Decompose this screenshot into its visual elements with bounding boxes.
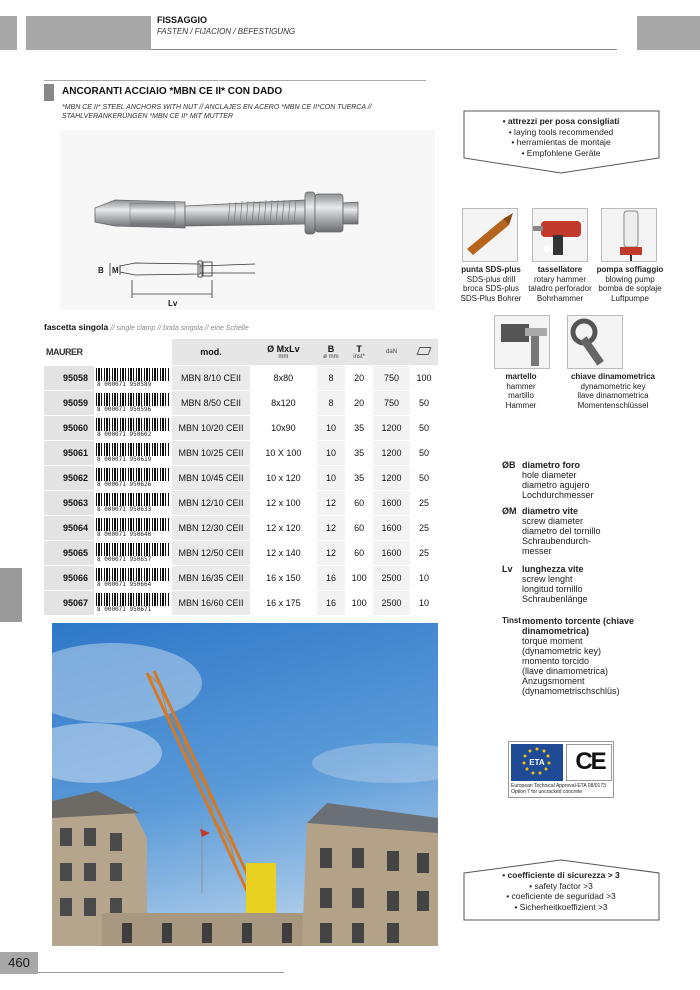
cell-model: MBN 16/60 CEII <box>172 590 250 615</box>
legend-torque: Tinst momento torcente (chiave dinamometrica) torque moment (dynamometric key) momento torcido (llave dinamometrica) Anzugsmoment (dynamometrischschlüs) <box>502 616 635 696</box>
cell-size: 10 x 120 <box>250 465 317 490</box>
cell-model: MBN 10/25 CEII <box>172 440 250 465</box>
header-divider <box>151 49 617 50</box>
cell-load: 750 <box>373 390 410 415</box>
barcode-image <box>96 518 170 531</box>
header-subtitle: FASTEN / FIJACION / BEFESTIGUNG <box>157 27 296 36</box>
legend-hole-diameter: ØB diametro foro hole diameter diametro agujero Lochdurchmesser <box>502 460 594 500</box>
anchor-bolt-illustration <box>60 130 435 310</box>
cell-code: 95066 <box>44 565 94 590</box>
cell-size: 10 X 100 <box>250 440 317 465</box>
construction-photo <box>52 623 438 946</box>
cell-t: 100 <box>345 565 373 590</box>
table-row <box>44 465 438 490</box>
cell-size: 16 x 150 <box>250 565 317 590</box>
cell-load: 1200 <box>373 440 410 465</box>
cell-b: 10 <box>317 440 345 465</box>
table-header-row <box>44 339 438 365</box>
cell-pack: 50 <box>410 440 438 465</box>
certification-text: European Technical Approval-ETA 08/0173 Option 7 for uncracked concrete <box>511 783 606 795</box>
cell-size: 12 x 140 <box>250 540 317 565</box>
cell-pack: 25 <box>410 540 438 565</box>
header-title: FISSAGGIO <box>157 15 208 25</box>
cell-t: 20 <box>345 365 373 390</box>
cell-load: 1600 <box>373 540 410 565</box>
diagram-label-lv: Lv <box>168 299 178 308</box>
cell-barcode <box>94 565 172 590</box>
legend-screw-length: Lv lunghezza vite screw lenght longitud tornillo Schraubenlänge <box>502 564 588 604</box>
cell-b: 12 <box>317 515 345 540</box>
cell-code: 95061 <box>44 440 94 465</box>
barcode-image <box>96 368 170 381</box>
cell-size: 10x90 <box>250 415 317 440</box>
cell-code: 95059 <box>44 390 94 415</box>
cell-barcode <box>94 440 172 465</box>
cell-pack: 100 <box>410 365 438 390</box>
cell-model: MBN 12/10 CEII <box>172 490 250 515</box>
cell-load: 750 <box>373 365 410 390</box>
barcode-header <box>94 339 172 365</box>
cell-load: 1600 <box>373 490 410 515</box>
header-tab-left <box>0 16 17 50</box>
cell-code: 95067 <box>44 590 94 615</box>
cell-b: 10 <box>317 415 345 440</box>
barcode-number: 8 000071 950671 <box>97 605 152 613</box>
torque-wrench-image <box>567 315 623 369</box>
header-tab-middle <box>26 16 151 50</box>
cell-t: 60 <box>345 540 373 565</box>
hammer-image <box>494 315 550 369</box>
barcode-number: 8 000071 950626 <box>97 480 152 488</box>
footer-divider <box>38 972 284 973</box>
drill-bit-image <box>462 208 518 262</box>
cell-barcode <box>94 590 172 615</box>
diagram-label-m: M <box>112 266 119 275</box>
barcode-number: 8 000071 950589 <box>97 380 152 388</box>
cell-b: 8 <box>317 365 345 390</box>
cell-pack: 10 <box>410 590 438 615</box>
cell-t: 60 <box>345 515 373 540</box>
table-row <box>44 390 438 415</box>
cell-barcode <box>94 415 172 440</box>
cell-barcode <box>94 465 172 490</box>
cell-pack: 50 <box>410 465 438 490</box>
ce-mark: CE <box>566 744 612 781</box>
cell-t: 20 <box>345 390 373 415</box>
cell-pack: 50 <box>410 415 438 440</box>
barcode-image <box>96 443 170 456</box>
barcode-number: 8 000071 950596 <box>97 405 152 413</box>
cell-code: 95062 <box>44 465 94 490</box>
barcode-image <box>96 468 170 481</box>
cell-code: 95065 <box>44 540 94 565</box>
safety-callout: • coefficiente di sicurezza > 3 • safety factor >3 • coeficiente de seguridad >3 • Sicherheitkoeffizient >3 <box>463 870 659 912</box>
col-b: B ø mm <box>317 339 345 365</box>
cell-barcode <box>94 515 172 540</box>
product-image <box>60 130 435 310</box>
cell-load: 2500 <box>373 565 410 590</box>
section-marker <box>44 84 54 101</box>
diagram-label-b: B <box>98 266 104 275</box>
brand-logo: MAURER <box>44 339 94 365</box>
cell-model: MBN 12/30 CEII <box>172 515 250 540</box>
cell-code: 95063 <box>44 490 94 515</box>
cell-code: 95064 <box>44 515 94 540</box>
rotary-hammer-image <box>532 208 588 262</box>
section-divider <box>44 80 426 81</box>
barcode-image <box>96 493 170 506</box>
blowing-pump-image <box>601 208 657 262</box>
barcode-image <box>96 393 170 406</box>
barcode-number: 8 000071 950633 <box>97 505 152 513</box>
cell-size: 16 x 175 <box>250 590 317 615</box>
cell-model: MBN 16/35 CEII <box>172 565 250 590</box>
section-title: ANCORANTI ACCIAIO *MBN CE II* CON DADO <box>62 86 283 97</box>
table-row <box>44 365 438 390</box>
cell-barcode <box>94 490 172 515</box>
col-load: daN <box>373 339 410 365</box>
cell-size: 8x120 <box>250 390 317 415</box>
cell-b: 16 <box>317 590 345 615</box>
eta-logo <box>511 744 563 781</box>
tool-hammer: martello hammer martillo Hammer <box>505 372 537 410</box>
clamp-translations: // single clamp // brida singola // eine Schelle <box>110 325 249 332</box>
tool-rotary-hammer: tassellatore rotary hammer taladro perforador Bohrhammer <box>528 265 592 303</box>
cell-barcode <box>94 365 172 390</box>
col-diam: Ø MxLv mm <box>250 339 317 365</box>
cell-load: 1200 <box>373 415 410 440</box>
cell-barcode <box>94 540 172 565</box>
tools-callout-title: • attrezzi per posa consigliati <box>502 116 620 126</box>
cell-b: 12 <box>317 540 345 565</box>
barcode-number: 8 000071 950640 <box>97 530 152 538</box>
cell-pack: 50 <box>410 390 438 415</box>
box-icon <box>417 347 432 355</box>
cell-t: 35 <box>345 415 373 440</box>
barcode-number: 8 000071 950602 <box>97 430 152 438</box>
page-number: 460 <box>8 955 30 970</box>
table-row <box>44 415 438 440</box>
certification-badge <box>508 741 614 798</box>
barcode-image <box>96 593 170 606</box>
cell-size: 12 x 120 <box>250 515 317 540</box>
legend-screw-diameter: ØM diametro vite screw diameter diametro del tornillo Schraubendurch- messer <box>502 506 601 556</box>
table-row <box>44 515 438 540</box>
col-pack <box>410 339 438 365</box>
cell-size: 12 x 100 <box>250 490 317 515</box>
col-t: T inst* <box>345 339 373 365</box>
cell-load: 1600 <box>373 515 410 540</box>
table-row <box>44 440 438 465</box>
clamp-label: fascetta singola // single clamp // brida singola // eine Schelle <box>44 322 249 332</box>
side-tab <box>0 568 22 622</box>
barcode-number: 8 000071 950657 <box>97 555 152 563</box>
tool-torque-wrench: chiave dinamometrica dynamometric key llave dinamometrica Momentenschlüssel <box>570 372 656 410</box>
col-mod: mod. <box>172 339 250 365</box>
cell-b: 16 <box>317 565 345 590</box>
cell-b: 10 <box>317 465 345 490</box>
safety-callout-title: • coefficiente di sicurezza > 3 <box>502 870 620 880</box>
cell-code: 95058 <box>44 365 94 390</box>
table-row <box>44 590 438 615</box>
cell-pack: 25 <box>410 490 438 515</box>
cell-pack: 10 <box>410 565 438 590</box>
cell-model: MBN 10/45 CEII <box>172 465 250 490</box>
section-subtitle: *MBN CE II* STEEL ANCHORS WITH NUT // ANCLAJES EN ACERO *MBN CE II*CON TUERCA // STAHLVERANKERUNGEN *MBN CE II* MIT MUTTER <box>62 104 372 120</box>
cell-code: 95060 <box>44 415 94 440</box>
eta-text: ETA <box>529 758 545 767</box>
product-table <box>44 339 438 616</box>
cell-barcode <box>94 390 172 415</box>
cell-t: 35 <box>345 440 373 465</box>
tools-callout: • attrezzi per posa consigliati • laying tools recommended • herramientas de montaje • Empfohlene Geräte <box>463 116 659 158</box>
cell-t: 60 <box>345 490 373 515</box>
cell-t: 100 <box>345 590 373 615</box>
cell-t: 35 <box>345 465 373 490</box>
cell-load: 1200 <box>373 465 410 490</box>
table-row <box>44 540 438 565</box>
barcode-image <box>96 418 170 431</box>
tool-drill-bit: punta SDS-plus SDS-plus drill broca SDS-plus SDS-Plus Bohrer <box>460 265 522 303</box>
barcode-image <box>96 543 170 556</box>
tool-blowing-pump: pompa soffiaggio blowing pump bomba de soplaje Luftpumpe <box>596 265 664 303</box>
cell-load: 2500 <box>373 590 410 615</box>
table-row <box>44 565 438 590</box>
barcode-number: 8 000071 950619 <box>97 455 152 463</box>
cell-size: 8x80 <box>250 365 317 390</box>
cell-b: 8 <box>317 390 345 415</box>
cell-model: MBN 10/20 CEII <box>172 415 250 440</box>
table-row <box>44 490 438 515</box>
header-tab-right <box>637 16 700 50</box>
barcode-image <box>96 568 170 581</box>
cell-b: 12 <box>317 490 345 515</box>
cell-pack: 25 <box>410 515 438 540</box>
barcode-number: 8 000071 950664 <box>97 580 152 588</box>
cell-model: MBN 8/10 CEII <box>172 365 250 390</box>
cell-model: MBN 12/50 CEII <box>172 540 250 565</box>
cell-model: MBN 8/50 CEII <box>172 390 250 415</box>
